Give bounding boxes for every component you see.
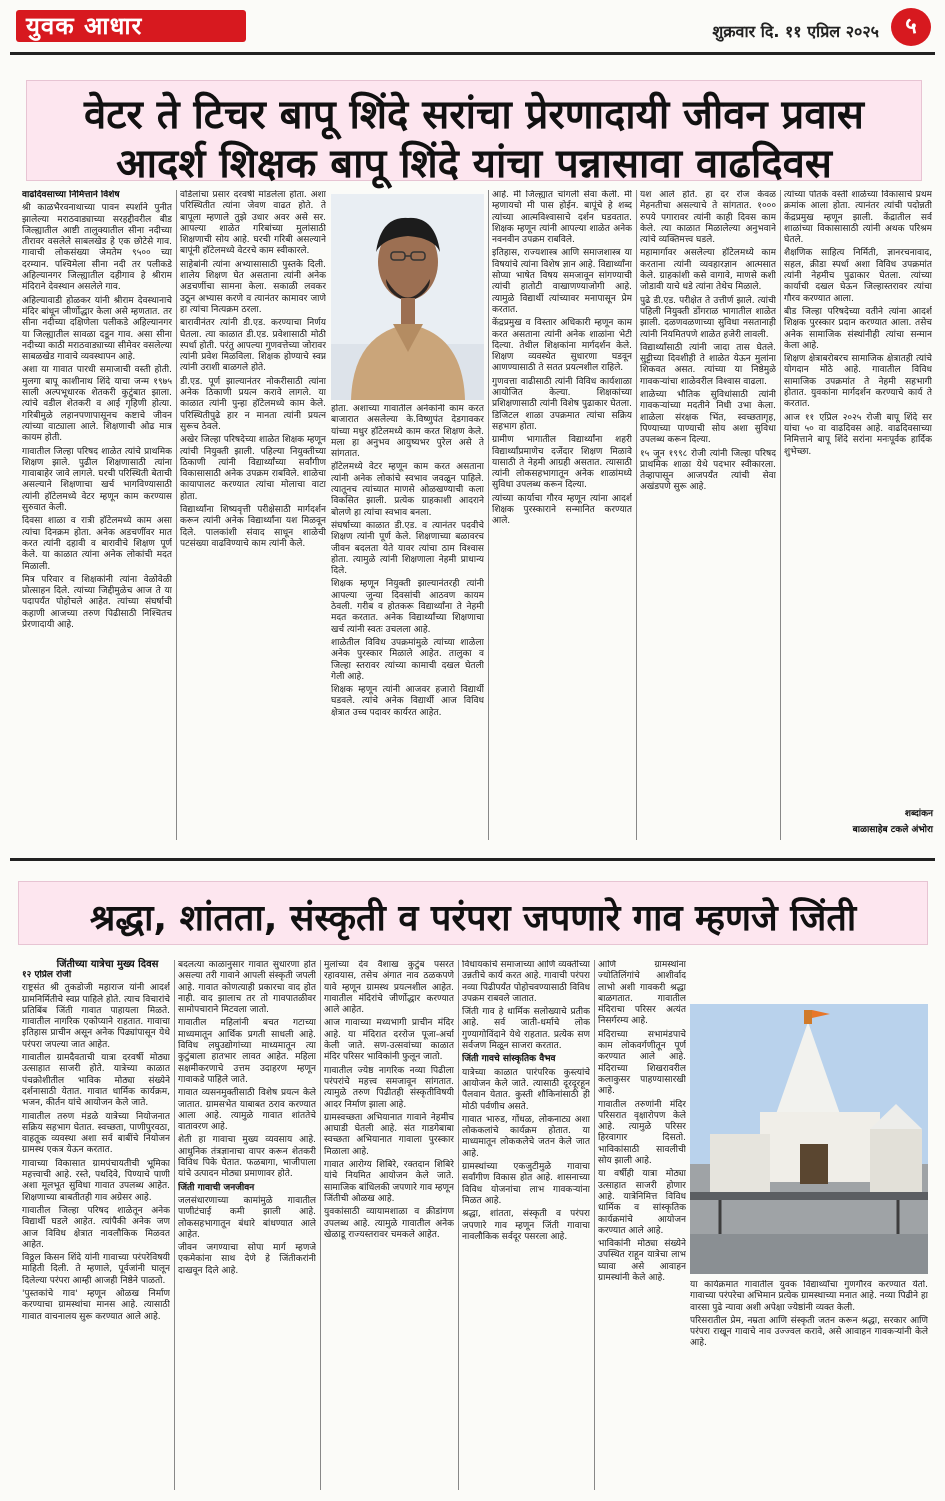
paragraph: यश आले होते. हा दर रोज केवळ मेहनतीचा असल्याचे ते सांगतात. १००० रुपये पगारावर त्यांनी काही दिवस काम केले. त्या काळात मिळालेल्या अनुभवाने त्यांचे व्यक्तिमत्त्व घडले.	[640, 190, 776, 246]
column-divider	[174, 960, 175, 1490]
paragraph: गावातील महिलांनी बचत गटाच्या माध्यमातून आर्थिक प्रगती साधली आहे. विविध लघुउद्योगांच्या माध्यमातून त्या कुटुंबाला हातभार लावत आहेत. महिला सक्षमीकरणाचे उत्तम उदाहरण म्हणून गावाकडे पाहिले जाते.	[178, 1018, 316, 1085]
paragraph: शिक्षक म्हणून नियुक्ती झाल्यानंतरही त्यांनी आपल्या जुन्या दिवसांची आठवण कायम ठेवली. गरीब व होतकरू विद्यार्थ्यांना ते नेहमी मदत करतात. अनेक विद्यार्थ्यांच्या शिक्षणाचा खर्च त्यांनी स्वतः उचलला आहे.	[331, 579, 484, 635]
paragraph: पुढे डी.एड. परीक्षेत ते उत्तीर्ण झाले. त्यांची पहिली नियुक्ती डोंगराळ भागातील शाळेत झाली. दळणवळणाच्या सुविधा नसतानाही त्यांनी नियमितपणे शाळेत हजेरी लावली.	[640, 295, 776, 340]
byline-name: बाळासाहेब टकले अंभोरा	[852, 825, 933, 835]
paragraph: अखेर जिल्हा परिषदेच्या शाळेत शिक्षक म्हणून त्यांची नियुक्ती झाली. पहिल्या नियुक्तीच्या ठिकाणी त्यांनी विद्यार्थ्यांच्या सर्वांगीण विकासासाठी अनेक उपक्रम राबविले. शाळेचा कायापालट करण्यात त्यांचा मोलाचा वाटा होता.	[180, 435, 326, 502]
paragraph: अशा या गावात पारधी समाजाची वस्ती होती. मुलगा बापू काशीनाथ शिंदे याचा जन्म १९७५ साली अल्पभूधारक शेतकरी कुटुंबात झाला. त्यांचे वडील शेतकरी व आई गृहिणी होत्या. गरिबीमुळे लहानपणापासूनच कष्टाचे जीवन त्यांच्या वाट्याला आले. शिक्षणाची ओढ मात्र कायम होती.	[22, 365, 172, 444]
paragraph: इतिहास, राज्यशास्त्र आणि समाजशास्त्र या विषयांचे त्यांना विशेष ज्ञान आहे. विद्यार्थ्यांना सोप्या भाषेत विषय समजावून सांगण्याची त्यांची हातोटी वाखाणण्याजोगी आहे. त्यामुळे विद्यार्थी त्यांच्यावर मनापासून प्रेम करतात.	[492, 248, 632, 315]
dateline-date: १२ एप्रिल रोजी	[22, 970, 72, 980]
issue-date: शुक्रवार दि. ११ एप्रिल २०२५	[712, 22, 879, 41]
portrait-photo	[331, 194, 484, 400]
lead-headline-box	[26, 80, 922, 187]
masthead-rule	[10, 52, 935, 55]
paragraph: केंद्रप्रमुख व विस्तार अधिकारी म्हणून काम करत असताना त्यांनी अनेक शाळांना भेटी दिल्या. तेथील शिक्षकांना मार्गदर्शन केले. शिक्षण व्यवस्थेत सुधारणा घडवून आणण्यासाठी ते सतत प्रयत्नशील राहिले.	[492, 318, 632, 374]
paragraph: गावात भारुड, गोंधळ, लोकनाट्य अशा लोककलांचे कार्यक्रम होतात. या माध्यमातून लोककलेचे जतन केले जात आहे.	[462, 1114, 590, 1159]
paragraph: मित्र परिवार व शिक्षकांनी त्यांना वेळोवेळी प्रोत्साहन दिले. त्यांच्या जिद्दीमुळेच आज ते या पदापर्यंत पोहोचले आहेत. त्यांच्या संघर्षाची कहाणी आजच्या तरुण पिढीसाठी निश्चितच प्रेरणादायी आहे.	[22, 574, 172, 630]
second-column-2	[178, 960, 316, 1490]
second-column-4	[462, 960, 590, 1490]
paragraph: भाविकांनी मोठ्या संख्येने उपस्थित राहून यात्रेचा लाभ घ्यावा असे आवाहन ग्रामस्थांनी केले आहे.	[598, 1239, 686, 1284]
paragraph: यात्रेच्या काळात पारंपरिक कुस्त्यांचे आयोजन केले जाते. त्यासाठी दूरदूरहून पैलवान येतात. कुस्ती शौकिनांसाठी ही मोठी पर्वणीच असते.	[462, 1067, 590, 1112]
column-divider	[594, 960, 595, 1490]
byline-label: शब्दांकन	[904, 809, 933, 819]
newspaper-logo: युवक आधार	[16, 10, 246, 42]
temple-illustration	[690, 1004, 928, 1274]
paragraph: आज ११ एप्रिल २०२५ रोजी बापू शिंदे सर यांचा ५० वा वाढदिवस आहे. वाढदिवसाच्या निमित्ताने बापू शिंदे सरांना मनःपूर्वक हार्दिक शुभेच्छा.	[784, 412, 932, 457]
temple-photo	[690, 1004, 928, 1274]
column-divider	[636, 190, 637, 840]
column-divider	[176, 190, 177, 840]
paragraph: गावातील ग्रामदैवताची यात्रा दरवर्षी मोठ्या उत्साहात साजरी होते. यात्रेच्या काळात पंचक्रोशीतील भाविक मोठ्या संख्येने दर्शनासाठी येतात. गावात धार्मिक कार्यक्रम, भजन, कीर्तन यांचे आयोजन केले जाते.	[22, 1053, 170, 1109]
paragraph: १५ जून १९९८ रोजी त्यांनी जिल्हा परिषद प्राथमिक शाळा येथे पदभार स्वीकारला. तेव्हापासून आजपर्यंत त्यांची सेवा अखंडपणे सुरू आहे.	[640, 448, 776, 493]
second-column-6	[690, 1280, 928, 1490]
second-headline-box	[18, 881, 928, 945]
second-headline: श्रद्धा, शांतता, संस्कृती व परंपरा जपणारे गाव म्हणजे जिंती	[89, 898, 857, 939]
second-column-1	[22, 970, 170, 1490]
paragraph: विठ्ठल किसन शिंदे यांनी गावाच्या परंपरेविषयी माहिती दिली. ते म्हणाले, पूर्वजांनी घालून दिलेल्या परंपरा आम्ही आजही निष्ठेने पाळतो.	[22, 1253, 170, 1286]
paragraph: महामार्गावर असलेल्या हॉटेलमध्ये काम करताना त्यांनी व्यवहारज्ञान आत्मसात केले. ग्राहकांशी कसे वागावे, माणसे कशी जोडावी याचे धडे त्यांना तेथेच मिळाले.	[640, 248, 776, 293]
paragraph: शाळेच्या भौतिक सुविधांसाठी त्यांनी गावकऱ्यांच्या मदतीने निधी उभा केला. शाळेला संरक्षक भिंत, स्वच्छतागृह, पिण्याच्या पाण्याची सोय अशा सुविधा उपलब्ध करून दिल्या.	[640, 390, 776, 446]
second-column-3	[324, 960, 454, 1490]
paragraph: गावात व्यसनमुक्तीसाठी विशेष प्रयत्न केले जातात. ग्रामसभेत याबाबत ठराव करण्यात आला आहे. त्यामुळे गावात शांततेचे वातावरण आहे.	[178, 1088, 316, 1133]
paragraph: श्रद्धा, शांतता, संस्कृती व परंपरा जपणारे गाव म्हणून जिंती गावाचा नावलौकिक सर्वदूर पसरला आहे.	[462, 1209, 590, 1242]
paragraph: गावातील ज्येष्ठ नागरिक नव्या पिढीला परंपरांचे महत्त्व समजावून सांगतात. त्यामुळे तरुण पिढीतही संस्कृतीविषयी आदर निर्माण झाला आहे.	[324, 1065, 454, 1110]
paragraph: परिसरातील प्रेम, नम्रता आणि संस्कृती जतन करून श्रद्धा, सरकार आणि परंपरा राखून गावाचे नाव उज्ज्वल करावे, असे आवाहन गावकऱ्यांनी केले आहे.	[690, 1315, 928, 1349]
paragraph: शिक्षक म्हणून त्यांनी आजवर हजारो विद्यार्थी घडवले. त्यांचे अनेक विद्यार्थी आज विविध क्षेत्रात उच्च पदावर कार्यरत आहेत.	[331, 685, 484, 718]
section-rule	[10, 858, 935, 861]
paragraph: वडिलांचा प्रसार दरवर्षी मांडलेला होता. अशा परिस्थितीत त्यांना जेवण वाढत होते. ते बापूला म्हणाले तुझे उधार अवर असे सर. आपल्या शाळेत गरिबांच्या मुलांसाठी शिक्षणाची सोय आहे. घरची गरिबी असल्याने बापूंनी हॉटेलमध्ये वेटरचे काम स्वीकारले.	[180, 190, 326, 257]
paragraph: साहेबांनी त्यांना अभ्यासासाठी पुस्तके दिली. शालेय शिक्षण घेत असताना त्यांनी अनेक अडचणींचा सामना केला. सकाळी लवकर उठून अभ्यास करणे व त्यानंतर कामावर जाणे हा त्यांचा नित्यक्रम ठरला.	[180, 259, 326, 315]
paragraph: विद्यार्थ्यांना शिष्यवृत्ती परीक्षेसाठी मार्गदर्शन करून त्यांनी अनेक विद्यार्थ्यांना यश मिळवून दिले. पालकांशी संवाद साधून शाळेची पटसंख्या वाढविण्याचे काम त्यांनी केले.	[180, 505, 326, 549]
portrait-illustration	[331, 194, 484, 400]
lead-column-2	[180, 190, 326, 840]
paragraph: 'पुस्तकांचे गाव' म्हणून ओळख निर्माण करण्याचा ग्रामस्थांचा मानस आहे. त्यासाठी गावात वाचनालय सुरू करण्यात आले आहे.	[22, 1289, 170, 1322]
paragraph: अहिल्यावाडी होळकर यांनी श्रीराम देवस्थानाचे मंदिर बांधून जीर्णोद्धार केला असे म्हणतात. तर सीना नदीच्या दक्षिणेला पलीकडे अहिल्यानगर या जिल्ह्यातील सावळा दडून गाव. असा सीना नदीच्या काठी मराठवाड्याच्या सीमेवर वसलेल्या साबळखेड गावाचे व्यवस्थापन आहे.	[22, 295, 172, 363]
paragraph: बारावीनंतर त्यांनी डी.एड. करण्याचा निर्णय घेतला. त्या काळात डी.एड. प्रवेशासाठी मोठी स्पर्धा होती. परंतु आपल्या गुणवत्तेच्या जोरावर त्यांनी प्रवेश मिळविला. शिक्षक होण्याचे स्वप्न त्यांनी उराशी बाळगले होते.	[180, 318, 326, 374]
column-divider	[320, 960, 321, 1490]
lead-column-4	[492, 190, 632, 840]
paragraph: शेती हा गावाचा मुख्य व्यवसाय आहे. आधुनिक तंत्रज्ञानाचा वापर करून शेतकरी विविध पिके घेतात. फळबागा, भाजीपाला यांचे उत्पादन मोठ्या प्रमाणावर होते.	[178, 1135, 316, 1180]
paragraph: या कार्यक्रमात गावातील युवक विद्यार्थ्यांचा गुणगौरव करण्यात येतो. गावाच्या परंपरेचा अभिमान प्रत्येक ग्रामस्थाच्या मनात आहे. नव्या पिढीने हा वारसा पुढे न्यावा अशी अपेक्षा ज्येष्ठांनी व्यक्त केली.	[690, 1280, 928, 1313]
paragraph: मुलांच्या देव वैशाख कुटुंब पसरत रहावयास, तसेच अंगात नाव ठळकपणे यावे म्हणून ग्रामस्थ प्रयत्नशील आहेत. गावातील मंदिरांचे जीर्णोद्धार करण्यात आले आहेत.	[324, 960, 454, 1016]
paragraph: विधायकांचे समाजाच्या आणि व्यक्तींच्या उन्नतीचे कार्य करत आहे. गावाची परंपरा नव्या पिढीपर्यंत पोहोचवण्यासाठी विविध उपक्रम राबवले जातात.	[462, 960, 590, 1004]
paragraph: दिवसा शाळा व रात्री हॉटेलमध्ये काम असा त्यांचा दिनक्रम होता. अनेक अडचणींवर मात करत त्यांनी दहावी व बारावीचे शिक्षण पूर्ण केले. या काळात त्यांना अनेक लोकांची मदत मिळाली.	[22, 516, 172, 572]
lead-column-3	[331, 404, 484, 840]
paragraph: युवकांसाठी व्यायामशाळा व क्रीडांगण उपलब्ध आहे. त्यामुळे गावातील अनेक खेळाडू राज्यस्तरावर चमकले आहेत.	[324, 1207, 454, 1240]
paragraph: गावाच्या विकासात ग्रामपंचायतीची भूमिका महत्त्वाची आहे. रस्ते, पथदिवे, पिण्याचे पाणी अशा मूलभूत सुविधा गावात उपलब्ध आहेत. शिक्षणाच्या बाबतीतही गाव अग्रेसर आहे.	[22, 1158, 170, 1203]
lead-column-1	[22, 190, 172, 840]
lead-column-6	[784, 190, 932, 800]
paragraph: त्यांच्या पोतके वस्ती शाळेच्या विकासाचे प्रथम क्रमांक आला होता. त्यानंतर त्यांची पदोन्नती केंद्रप्रमुख म्हणून झाली. केंद्रातील सर्व शाळांच्या विकासासाठी त्यांनी अथक परिश्रम घेतले.	[784, 190, 932, 246]
paragraph: जीवन जगण्याचा सोपा मार्ग म्हणजे एकमेकांना साथ देणे हे जिंतीकरांनी दाखवून दिले आहे.	[178, 1243, 316, 1276]
paragraph: गावातील जिल्हा परिषद शाळेतून अनेक विद्यार्थी घडले आहेत. त्यांपैकी अनेक जण आज विविध क्षेत्रात नावलौकिक मिळवत आहेत.	[22, 1205, 170, 1250]
paragraph: ग्रामस्वच्छता अभियानात गावाने नेहमीच आघाडी घेतली आहे. संत गाडगेबाबा स्वच्छता अभियानात गावाला पुरस्कार मिळाला आहे.	[324, 1112, 454, 1157]
paragraph: ग्रामस्थांच्या एकजुटीमुळे गावाचा सर्वांगीण विकास होत आहे. शासनाच्या विविध योजनांचा लाभ गावकऱ्यांना मिळत आहे.	[462, 1162, 590, 1206]
paragraph: शिक्षण क्षेत्राबरोबरच सामाजिक क्षेत्रातही त्यांचे योगदान मोठे आहे. गावातील विविध सामाजिक उपक्रमांत ते नेहमी सहभागी होतात. युवकांना मार्गदर्शन करण्याचे कार्य ते करतात.	[784, 354, 932, 410]
paragraph: आज गावाच्या मध्यभागी प्राचीन मंदिर आहे. या मंदिरात दररोज पूजा-अर्चा केली जाते. सण-उत्सवांच्या काळात मंदिर परिसर भाविकांनी फुलून जातो.	[324, 1018, 454, 1063]
paragraph: बदलत्या काळानुसार गावात सुधारणा होत असल्या तरी गावाने आपली संस्कृती जपली आहे. गावात कोणत्याही प्रकारचा वाद होत नाही. वाद झालाच तर तो गावपातळीवर सामोपचाराने मिटवला जातो.	[178, 960, 316, 1016]
paragraph: राष्ट्रसंत श्री तुकडोजी महाराज यांनी आदर्श ग्रामनिर्मितीचे स्वप्न पाहिले होते. त्याच विचारांचे प्रतिबिंब जिंती गावात पाहायला मिळते. गावातील नागरिक एकोप्याने राहतात. गावाचा इतिहास प्राचीन असून अनेक पिढ्यांपासून येथे परंपरा जपल्या जात आहेत.	[22, 983, 170, 1050]
page-number: ५	[891, 8, 931, 46]
paragraph: या वर्षीही यात्रा मोठ्या उत्साहात साजरी होणार आहे. यात्रेनिमित्त विविध धार्मिक व सांस्कृतिक कार्यक्रमांचे आयोजन करण्यात आले आहे.	[598, 1169, 686, 1236]
lead-headline: वेटर ते टिचर बापू शिंदे सरांचा प्रेरणादायी जीवन प्रवास	[84, 92, 864, 138]
dateline-label: जिंतीच्या यात्रेचा मुख्य दिवस	[56, 959, 159, 970]
paragraph: डी.एड. पूर्ण झाल्यानंतर नोकरीसाठी त्यांना अनेक ठिकाणी प्रयत्न करावे लागले. या काळात त्यांनी पुन्हा हॉटेलमध्ये काम केले. परिस्थितीपुढे हार न मानता त्यांनी प्रयत्न सुरूच ठेवले.	[180, 376, 326, 432]
column-divider	[458, 960, 459, 1490]
paragraph: बीड जिल्हा परिषदेच्या वतीने त्यांना आदर्श शिक्षक पुरस्कार प्रदान करण्यात आला. तसेच अनेक सामाजिक संस्थांनीही त्यांचा सन्मान केला आहे.	[784, 306, 932, 351]
paragraph: ग्रामीण भागातील विद्यार्थ्यांना शहरी विद्यार्थ्यांप्रमाणेच दर्जेदार शिक्षण मिळावे यासाठी ते नेहमी आग्रही असतात. त्यासाठी त्यांनी लोकसहभागातून अनेक शाळांमध्ये सुविधा उपलब्ध करून दिल्या.	[492, 435, 632, 491]
paragraph: गावातील जिल्हा परिषद शाळेत त्यांचे प्राथमिक शिक्षण झाले. पुढील शिक्षणासाठी त्यांना गावाबाहेर जावे लागले. घरची परिस्थिती बेताची असल्याने शिक्षणाचा खर्च भागविण्यासाठी त्यांनी हॉटेलमध्ये वेटर म्हणून काम करण्यास सुरुवात केली.	[22, 446, 172, 514]
second-column-5	[598, 960, 686, 1490]
paragraph: गावातील तरुण मंडळे यात्रेच्या नियोजनात सक्रिय सहभाग घेतात. स्वच्छता, पाणीपुरवठा, वाहतूक व्यवस्था अशा सर्व बाबींचे नियोजन ग्रामस्थ एकत्र येऊन करतात.	[22, 1111, 170, 1156]
paragraph: आणि ग्रामस्थांना ज्योतिलिंगांचे आशीर्वाद लाभो अशी गावकरी श्रद्धा बाळगतात. गावातील मंदिराचा परिसर अत्यंत निसर्गरम्य आहे.	[598, 960, 686, 1027]
section-subhead: जिंती गावचे सांस्कृतिक वैभव	[462, 1054, 556, 1065]
paragraph: आहे. मी जिल्ह्यात चांगली सेवा केली. मी म्हणायचो मी पास होईन. बापूंचे हे शब्द त्यांच्या आत्मविश्वासाचे दर्शन घडवतात. शिक्षक म्हणून त्यांनी आपल्या शाळेत अनेक नवनवीन उपक्रम राबविले.	[492, 190, 632, 246]
lead-subheadline: आदर्श शिक्षक बापू शिंदे यांचा पन्नासावा वाढदिवस	[116, 141, 832, 187]
masthead	[10, 8, 935, 48]
column-divider	[488, 190, 489, 840]
paragraph: गावात आरोग्य शिबिरे, रक्तदान शिबिरे यांचे नियमित आयोजन केले जाते. सामाजिक बांधिलकी जपणारे गाव म्हणून जिंतीची ओळख आहे.	[324, 1160, 454, 1204]
paragraph: होता. अशाच्या गावातील अनेकांनी काम करत बाजारात असलेल्या के.विष्णुपंत देडगावकर यांच्या मधुर हॉटेलमध्ये काम करत शिक्षण केले. मला हा अनुभव आयुष्यभर पुरेल असे ते सांगतात.	[331, 404, 484, 460]
section-subhead: जिंती गावाची जनजीवन	[178, 1182, 255, 1193]
paragraph: शाळेतील विविध उपक्रमांमुळे त्यांच्या शाळेला अनेक पुरस्कार मिळाले आहेत. तालुका व जिल्हा स्तरावर त्यांच्या कामाची दखल घेतली गेली आहे.	[331, 637, 484, 682]
lead-column-5	[640, 190, 776, 840]
paragraph: श्री काळभैरवनाथाच्या पावन स्पर्शाने पुनीत झालेल्या मराठवाड्याच्या सरहद्दीवरील बीड जिल्ह्यातील आष्टी तालुक्यातील सीना नदीच्या तीरावर वसलेले साबलखेड हे एक छोटेसे गाव. गावाची लोकसंख्या जेमतेम ९५०० च्या दरम्यान. पश्चिमेला सीना नदी तर पलीकडे अहिल्यानगर जिल्ह्यातील दहीगाव हे श्रीराम मंदिराने देवस्थान असलेले गाव.	[22, 203, 172, 293]
lead-kicker: वाढदिवसाच्या निमित्ताने विशेष	[22, 190, 120, 200]
column-divider	[780, 190, 781, 840]
paragraph: संघर्षाच्या काळात डी.एड. व त्यानंतर पदवीचे शिक्षण त्यांनी पूर्ण केले. शिक्षणाच्या बळावरच जीवन बदलता येते यावर त्यांचा ठाम विश्वास होता. त्यामुळे त्यांनी शिक्षणाला नेहमी प्राधान्य दिले.	[331, 520, 484, 577]
paragraph: मंदिराच्या सभामंडपाचे काम लोकवर्गणीतून पूर्ण करण्यात आले आहे. मंदिराच्या शिखरावरील कलाकुसर पाहण्यासारखी आहे.	[598, 1029, 686, 1097]
paragraph: त्यांच्या कार्याचा गौरव म्हणून त्यांना आदर्श शिक्षक पुरस्काराने सन्मानित करण्यात आले.	[492, 493, 632, 527]
paragraph: जिंती गाव हे धार्मिक सलोख्याचे प्रतीक आहे. सर्व जाती-धर्माचे लोक गुण्यागोविंदाने येथे राहतात. प्रत्येक सण सर्वजण मिळून साजरा करतात.	[462, 1007, 590, 1052]
paragraph: जलसंधारणाच्या कामांमुळे गावातील पाणीटंचाई कमी झाली आहे. लोकसहभागातून बंधारे बांधण्यात आले आहेत.	[178, 1195, 316, 1240]
paragraph: विद्यार्थ्यांसाठी त्यांनी जादा तास घेतले. सुट्टीच्या दिवशीही ते शाळेत येऊन मुलांना शिकवत असत. त्यांच्या या निष्ठेमुळे गावकऱ्यांचा शाळेवरील विश्वास वाढला.	[640, 342, 776, 387]
paragraph: गावातील तरुणांनी मंदिर परिसरात वृक्षारोपण केले आहे. त्यामुळे परिसर हिरवागार दिसतो. भाविकांसाठी सावलीची सोय झाली आहे.	[598, 1099, 686, 1167]
paragraph: शैक्षणिक साहित्य निर्मिती, ज्ञानरचनावाद, सहल, क्रीडा स्पर्धा अशा विविध उपक्रमांत त्यांनी नेहमीच पुढाकार घेतला. त्यांच्या कार्याची दखल घेऊन जिल्हास्तरावर त्यांचा गौरव करण्यात आला.	[784, 248, 932, 304]
paragraph: हॉटेलमध्ये वेटर म्हणून काम करत असताना त्यांनी अनेक लोकांचे स्वभाव जवळून पाहिले. त्यातूनच त्यांच्यात माणसे ओळखण्याची कला विकसित झाली. प्रत्येक ग्राहकाशी आदराने बोलणे हा त्यांचा स्वभाव बनला.	[331, 462, 484, 518]
paragraph: गुणवत्ता वाढीसाठी त्यांनी विविध कार्यशाळा आयोजित केल्या. शिक्षकांच्या प्रशिक्षणासाठी त्यांनी विशेष पुढाकार घेतला. डिजिटल शाळा उपक्रमात त्यांचा सक्रिय सहभाग होता.	[492, 376, 632, 432]
